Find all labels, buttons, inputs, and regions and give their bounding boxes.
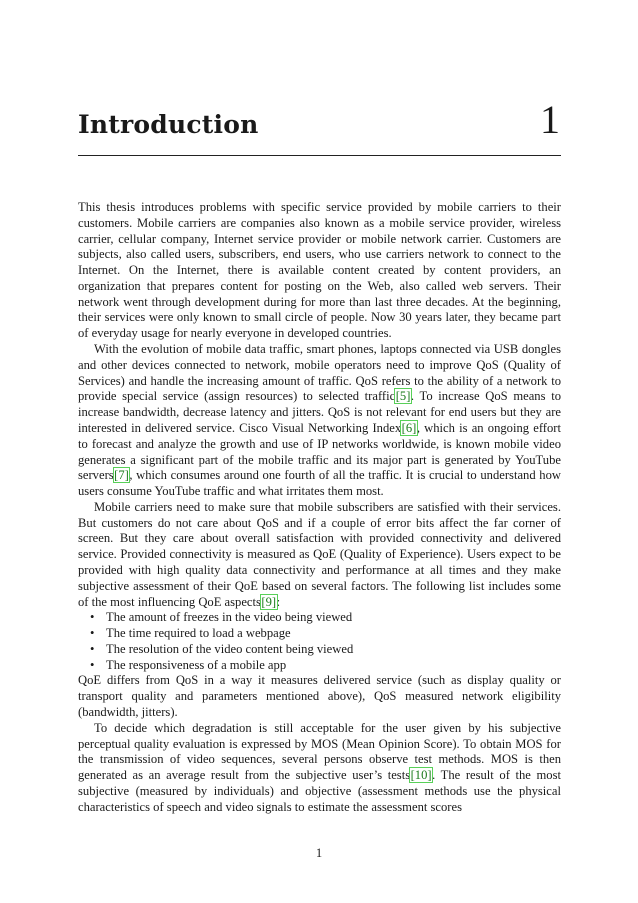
paragraph-text: . To increase QoS means to increase bandwidth, decrease latency and jitters. QoS is not relevant for end users but they are interested in delivered service. Cisco Visual Networking Index [78,389,561,435]
paragraph-intro [78,200,561,342]
list-item [90,610,561,626]
citation-link[interactable]: [7] [114,468,129,483]
list-item [90,642,561,658]
citation-link[interactable]: [9] [261,594,277,609]
list-item-text: The responsiveness of a mobile app [106,657,287,672]
paragraph-text: , which is an ongoing effort to forecast and analyze the growth and use of IP networks worldwide, is known mobile video generates a significant part of the mobile traffic and its major part is generated by YouTube servers [78,420,561,483]
paragraph-qoe-vs-qos [78,673,561,720]
paragraph-mos [78,721,561,816]
bullet-icon: • [90,626,95,641]
chapter-title: Introduction [78,110,259,139]
bullet-icon: • [90,657,95,672]
list-item [90,658,561,674]
list-item-text: The resolution of the video content being viewed [106,641,354,656]
list-item-text: The time required to load a webpage [106,626,291,641]
body-text [78,200,561,815]
paragraph-qoe [78,500,561,610]
paragraph-text: , which consumes around one fourth of all the traffic. It is crucial to understand how users consume YouTube traffic and what irritates them most. [78,468,561,499]
chapter-number: 1 [540,97,560,142]
citation-link[interactable]: [10] [410,768,432,783]
paragraph-text: With the evolution of mobile data traffic, smart phones, laptops connected via USB dongles and other devices connected to network, mobile operators need to improve QoS (Quality of Services) and handle the increasing amount of traffic. QoS refers to the ability of a network to provide special service (assign resources) to selected traffic [78,342,561,404]
paragraph-text: : [276,594,281,609]
bullet-icon: • [90,610,95,625]
paragraph-text: This thesis introduces problems with specific service provided by mobile carriers to their customers. Mobile carriers are companies also known as a mobile service provider, wireless carrier, cellular company, Internet service provider or mobile network carrier. Customers are subjects, also called users, subscribers, end users, who use carriers network to connect to the Internet. On the Internet, there is available content created by content providers, an organization that prepares content for posting on the Web, also called web servers. Their network went through development during for more than last three decades. At the beginning, their services were only known to small circle of people. Now 30 years later, they became part of everyday usage for nearly everyone in developed countries. [78,200,561,341]
qoe-aspects-list [78,610,561,673]
paragraph-text: Mobile carriers need to make sure that mobile subscribers are satisfied with their services. But customers do not care about QoS and if a couple of error bits affect the far corner of screen. But they care about overall satisfaction with provided connectivity and delivered service. Provided connectivity is measured as QoE (Quality of Experience). Users expect to be provided with high quality data connectivity and performance at all times and they make subjective assessment of their QoE based on several factors. The following list includes some of the most influencing QoE aspects [78,499,561,609]
paragraph-text: QoE differs from QoS in a way it measures delivered service (such as display quality or transport quality and parameters mentioned above), QoS measured network eligibility (bandwidth, jitters). [78,673,561,719]
bullet-icon: • [90,641,95,656]
paragraph-text: To decide which degradation is still acceptable for the user given by his subjective perceptual quality evaluation is expressed by MOS (Mean Opinion Score). To obtain MOS for the transmission of video sequences, several persons observe test methods. MOS is then generated as an average result from the subjective user’s tests [78,720,561,783]
paragraph-qos [78,342,561,500]
citation-link[interactable]: [5] [395,389,411,404]
list-item [90,626,561,642]
paragraph-text: . The result of the most subjective (measured by individuals) and objective (assessment methods use the physical characteristics of speech and video signals to estimate the assessment scores [78,768,561,814]
list-item-text: The amount of freezes in the video being viewed [106,610,353,625]
chapter-rule [78,155,561,156]
page-number: 1 [315,846,323,860]
citation-link[interactable]: [6] [401,420,417,435]
